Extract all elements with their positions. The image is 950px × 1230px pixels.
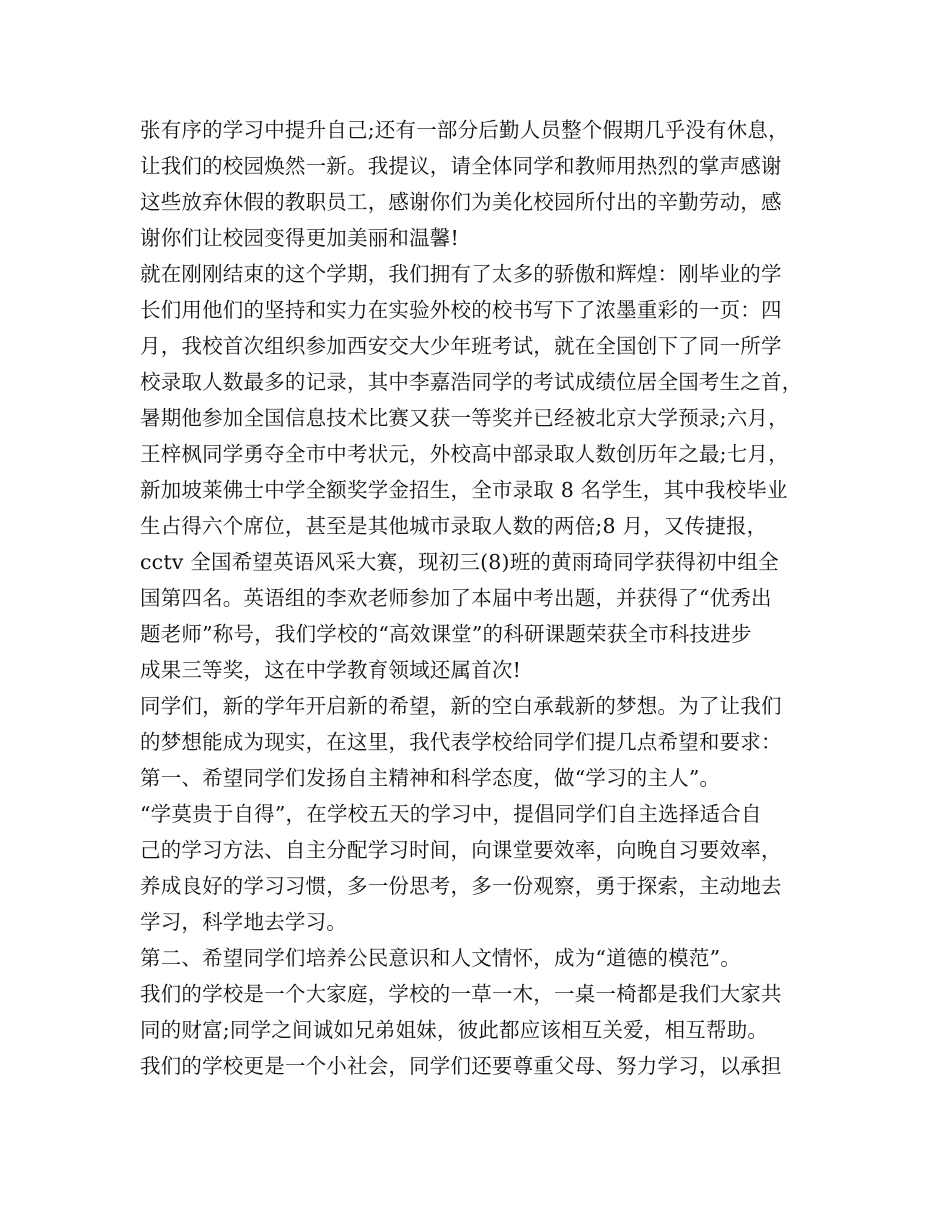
text-line-8: 校录取人数最多的记录，其中李嘉浩同学的考试成绩位居全国考生之首， xyxy=(140,370,803,394)
text-line-4: 谢你们让校园变得更加美丽和温馨! xyxy=(140,226,459,250)
text-line-20: “学莫贵于自得”，在学校五天的学习中，提倡同学们自主选择适合自 xyxy=(140,802,762,826)
text-line-18: 的梦想能成为现实，在这里，我代表学校给同学们提几点希望和要求： xyxy=(140,730,782,754)
text-line-14: 国第四名。英语组的李欢老师参加了本届中考出题，并获得了“优秀出 xyxy=(140,586,772,610)
text-line-7: 月，我校首次组织参加西安交大少年班考试，就在全国创下了同一所学 xyxy=(140,334,782,358)
text-line-5: 就在刚刚结束的这个学期，我们拥有了太多的骄傲和辉煌：刚毕业的学 xyxy=(140,262,782,286)
text-line-16: 成果三等奖，这在中学教育领域还属首次! xyxy=(140,658,522,682)
text-line-26: 同的财富;同学之间诚如兄弟姐妹，彼此都应该相互关爱，相互帮助。 xyxy=(140,1018,769,1042)
text-line-17: 同学们，新的学年开启新的希望，新的空白承载新的梦想。为了让我们 xyxy=(140,694,782,718)
text-line-25: 我们的学校是一个大家庭，学校的一草一木，一桌一椅都是我们大家共 xyxy=(140,982,782,1006)
text-line-13: cctv 全国希望英语风采大赛，现初三(8)班的黄雨琦同学获得初中组全 xyxy=(140,550,779,574)
text-line-15: 题老师”称号，我们学校的“高效课堂”的科研课题荣获全市科技进步 xyxy=(140,622,752,646)
text-line-1: 张有序的学习中提升自己;还有一部分后勤人员整个假期几乎没有休息， xyxy=(140,118,789,142)
text-line-10: 王梓枫同学勇夺全市中考状元，外校高中部录取人数创历年之最;七月， xyxy=(140,442,789,466)
text-line-9: 暑期他参加全国信息技术比赛又获一等奖并已经被北京大学预录;六月， xyxy=(140,406,789,430)
text-line-19: 第一、希望同学们发扬自主精神和科学态度，做“学习的主人”。 xyxy=(140,766,721,790)
text-line-24: 第二、希望同学们培养公民意识和人文情怀，成为“道德的模范”。 xyxy=(140,946,741,970)
text-line-12: 生占得六个席位，甚至是其他城市录取人数的两倍;8 月，又传捷报， xyxy=(140,514,768,538)
text-line-2: 让我们的校园焕然一新。我提议，请全体同学和教师用热烈的掌声感谢 xyxy=(140,154,782,178)
text-line-27: 我们的学校更是一个小社会，同学们还要尊重父母、努力学习，以承担 xyxy=(140,1054,782,1078)
document-body-text xyxy=(140,112,830,1084)
text-line-22: 养成良好的学习习惯，多一份思考，多一份观察，勇于探索，主动地去 xyxy=(140,874,782,898)
text-line-21: 己的学习方法、自主分配学习时间，向课堂要效率，向晚自习要效率， xyxy=(140,838,782,862)
text-line-3: 这些放弃休假的教职员工，感谢你们为美化校园所付出的辛勤劳动，感 xyxy=(140,190,782,214)
text-line-23: 学习，科学地去学习。 xyxy=(140,910,347,934)
text-line-6: 长们用他们的坚持和实力在实验外校的校书写下了浓墨重彩的一页：四 xyxy=(140,298,782,322)
text-line-11: 新加坡莱佛士中学全额奖学金招生，全市录取 8 名学生，其中我校毕业 xyxy=(140,478,788,502)
